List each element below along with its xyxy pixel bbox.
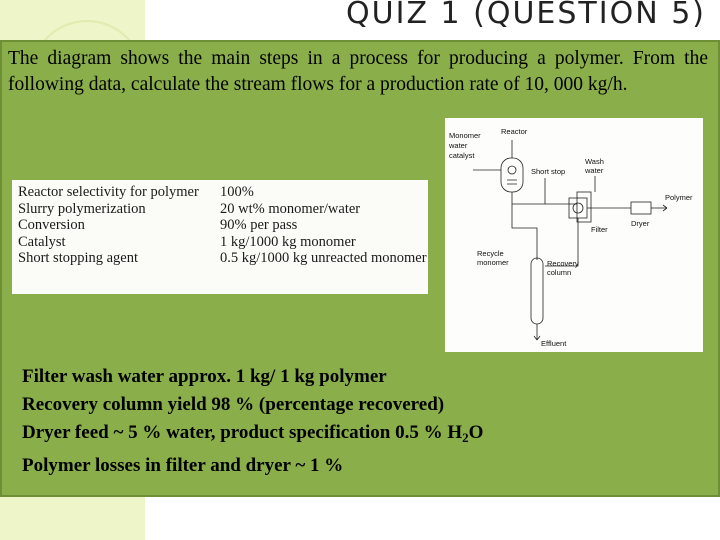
table-row bbox=[18, 217, 427, 234]
flow-diagram-svg bbox=[445, 118, 703, 352]
table-cell-value: 1 kg/1000 kg monomer bbox=[220, 233, 356, 250]
note-dryer-feed-suffix: O bbox=[468, 422, 484, 443]
additional-data-notes bbox=[22, 363, 483, 480]
table-cell-label: Conversion bbox=[18, 217, 85, 233]
note-filter-wash: Filter wash water approx. 1 kg/ 1 kg polymer bbox=[22, 366, 387, 387]
label-polymer: Polymer bbox=[665, 193, 693, 202]
table-cell-label: Short stopping agent bbox=[18, 250, 139, 266]
table-cell-label: Catalyst bbox=[18, 233, 66, 250]
note-polymer-losses: Polymer losses in filter and dryer ~ 1 % bbox=[22, 455, 344, 476]
table-cell-value: 20 wt% monomer/water bbox=[220, 200, 361, 217]
table-cell-label: Slurry polymerization bbox=[18, 200, 146, 217]
label-catalyst: catalyst bbox=[449, 151, 475, 160]
label-dryer: Dryer bbox=[631, 219, 650, 228]
process-data-table bbox=[12, 180, 428, 294]
table-cell-value: 0.5 kg/1000 kg unreacted monomer bbox=[220, 250, 427, 266]
label-filter: Filter bbox=[591, 225, 608, 234]
label-wash-water: water bbox=[585, 166, 604, 175]
table-row bbox=[18, 184, 427, 201]
label-short-stop: Short stop bbox=[531, 167, 566, 176]
label-water: water bbox=[449, 141, 468, 150]
table-cell-label: Reactor selectivity for polymer bbox=[18, 184, 199, 200]
note-recovery-yield: Recovery column yield 98 % (percentage recovered) bbox=[22, 394, 445, 415]
table-row bbox=[18, 201, 427, 218]
table-row bbox=[18, 234, 427, 251]
process-flow-diagram bbox=[445, 118, 703, 352]
label-recycle-monomer: monomer bbox=[477, 258, 509, 267]
label-recycle: Recycle bbox=[477, 249, 504, 258]
label-monomer: Monomer bbox=[449, 131, 481, 140]
note-dryer-feed bbox=[22, 419, 483, 452]
slide-title: QUIZ 1 (QUESTION 5) bbox=[346, 0, 706, 31]
note-dryer-feed-text: Dryer feed ~ 5 % water, product specification 0.5 % H bbox=[22, 422, 463, 443]
note-dryer-feed-subscript: 2 bbox=[462, 430, 469, 445]
label-recovery-column: column bbox=[547, 268, 572, 277]
table-cell-value: 90% per pass bbox=[220, 217, 298, 233]
label-wash: Wash bbox=[585, 157, 604, 166]
problem-statement: The diagram shows the main steps in a process for producing a polymer. From the following data, calculate the stream flows for a production rate of 10, 000 kg/h. bbox=[8, 48, 708, 95]
label-effluent: Effluent bbox=[541, 339, 567, 348]
table-row bbox=[18, 250, 427, 267]
label-reactor: Reactor bbox=[501, 127, 528, 136]
table-cell-value: 100% bbox=[220, 184, 254, 200]
label-recovery: Recovery bbox=[547, 259, 579, 268]
